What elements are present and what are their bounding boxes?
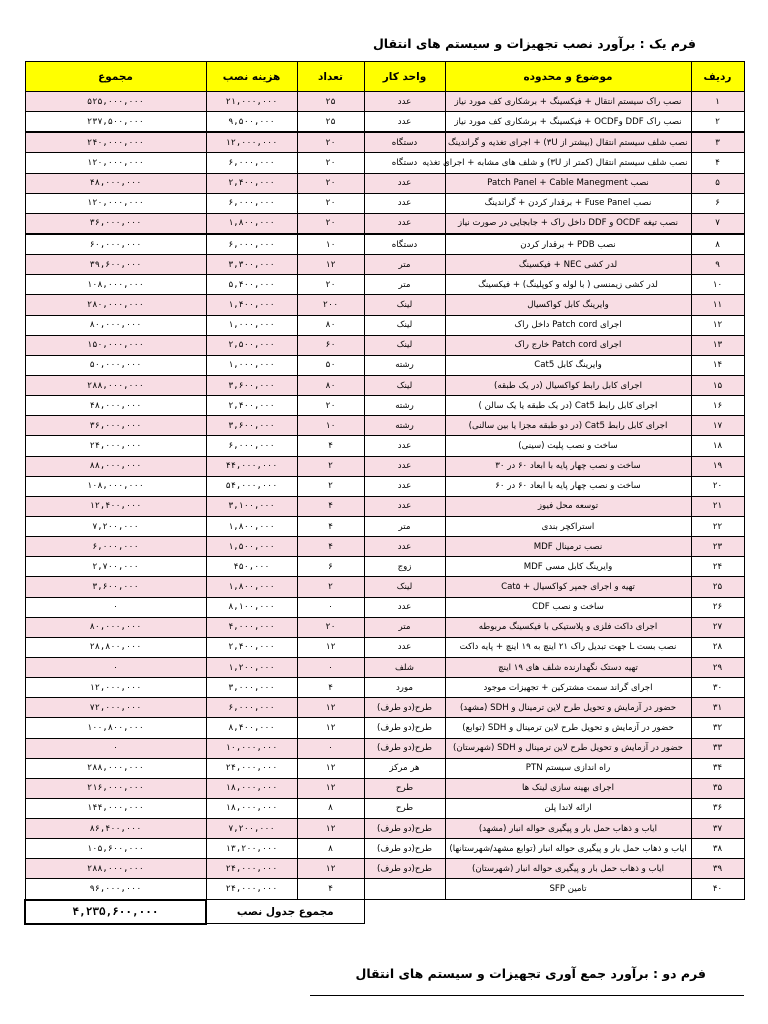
row-unit: متر	[364, 516, 445, 536]
row-quantity: ۵۰	[297, 355, 364, 375]
row-description: ساخت و نصب چهار پایه با ابعاد ۶۰ در ۳۰	[445, 456, 691, 476]
table-row	[25, 132, 744, 153]
row-quantity: ۰	[297, 597, 364, 617]
row-total: ۸۸,۰۰۰,۰۰۰	[25, 456, 206, 476]
row-total: ۲۸,۸۰۰,۰۰۰	[25, 637, 206, 657]
row-install-cost: ۲۴,۰۰۰,۰۰۰	[206, 859, 297, 879]
form1-title: فرم یک : برآورد نصب تجهیزات و سیستم های انتقال	[372, 36, 696, 51]
row-number: ۹	[691, 255, 744, 275]
row-install-cost: ۴,۰۰۰,۰۰۰	[206, 617, 297, 637]
table-row	[25, 798, 744, 818]
row-unit: متر	[364, 275, 445, 295]
table-row	[25, 496, 744, 516]
row-number: ۲۷	[691, 617, 744, 637]
row-total: ۱۰۸,۰۰۰,۰۰۰	[25, 275, 206, 295]
row-total: ۴۸,۰۰۰,۰۰۰	[25, 396, 206, 416]
table-row	[25, 859, 744, 879]
row-number: ۳۳	[691, 738, 744, 758]
table-row	[25, 577, 744, 597]
row-unit: عدد	[364, 597, 445, 617]
row-unit: عدد	[364, 537, 445, 557]
row-unit: طرح(دو طرف)	[364, 839, 445, 859]
table-row	[25, 92, 744, 112]
row-install-cost: ۱,۸۰۰,۰۰۰	[206, 577, 297, 597]
table-row	[25, 718, 744, 738]
table-row	[25, 758, 744, 778]
row-number: ۸	[691, 234, 744, 255]
row-install-cost: ۱,۸۰۰,۰۰۰	[206, 516, 297, 536]
row-total: ۵۰,۰۰۰,۰۰۰	[25, 355, 206, 375]
row-unit: عدد	[364, 436, 445, 456]
table-row	[25, 416, 744, 436]
row-quantity: ۲	[297, 476, 364, 496]
row-unit: رشته	[364, 416, 445, 436]
row-install-cost: ۱,۵۰۰,۰۰۰	[206, 537, 297, 557]
row-description: توسعه محل فیوز	[445, 496, 691, 516]
row-number: ۳۷	[691, 819, 744, 839]
row-total: ۱۰۵,۶۰۰,۰۰۰	[25, 839, 206, 859]
row-install-cost: ۶,۰۰۰,۰۰۰	[206, 193, 297, 213]
row-quantity: ۰	[297, 657, 364, 677]
row-unit: لینک	[364, 335, 445, 355]
table-header-row	[25, 62, 744, 92]
row-number: ۱	[691, 92, 744, 112]
row-quantity: ۲۰	[297, 132, 364, 153]
table-row	[25, 738, 744, 758]
row-unit: عدد	[364, 637, 445, 657]
row-total: ۱۲۰,۰۰۰,۰۰۰	[25, 153, 206, 173]
row-total: ۳,۶۰۰,۰۰۰	[25, 577, 206, 597]
row-description: ایاب و ذهاب حمل بار و پیگیری حواله انبار (مشهد)	[445, 819, 691, 839]
row-quantity: ۲۰	[297, 275, 364, 295]
row-unit: عدد	[364, 496, 445, 516]
row-description: نصب Fuse Panel + برقدار کردن + گراندینگ	[445, 193, 691, 213]
row-install-cost: ۶,۰۰۰,۰۰۰	[206, 698, 297, 718]
row-total: ۲۴۰,۰۰۰,۰۰۰	[25, 132, 206, 153]
row-number: ۶	[691, 193, 744, 213]
row-quantity: ۴	[297, 496, 364, 516]
grand-total: ۴,۲۳۵,۶۰۰,۰۰۰	[25, 900, 206, 924]
table-row	[25, 597, 744, 617]
row-description: حضور در آزمایش و تحویل طرح لاین ترمینال و SDH (مشهد)	[445, 698, 691, 718]
row-install-cost: ۸,۱۰۰,۰۰۰	[206, 597, 297, 617]
row-description: اجرای بهینه سازی لینک ها	[445, 778, 691, 798]
table-row	[25, 879, 744, 900]
row-install-cost: ۹,۵۰۰,۰۰۰	[206, 112, 297, 133]
row-total: ۳۶,۰۰۰,۰۰۰	[25, 213, 206, 234]
row-number: ۳	[691, 132, 744, 153]
row-total: ۳۶,۰۰۰,۰۰۰	[25, 416, 206, 436]
row-number: ۲۸	[691, 637, 744, 657]
row-unit: طرح(دو طرف)	[364, 698, 445, 718]
row-total: ۱۲,۴۰۰,۰۰۰	[25, 496, 206, 516]
row-description: نصب بست L جهت تبدیل راک ۲۱ اینچ به ۱۹ اینچ + پایه داکت	[445, 637, 691, 657]
total-spacer	[364, 900, 744, 924]
row-unit: عدد	[364, 476, 445, 496]
header-quantity: تعداد	[297, 62, 364, 92]
row-description: نصب شلف سیستم انتقال (بیشتر از ۳U) + اجرای تغذیه و گراندینگ	[445, 132, 691, 153]
row-number: ۲۴	[691, 557, 744, 577]
row-unit: عدد	[364, 173, 445, 193]
row-number: ۲	[691, 112, 744, 133]
row-description: ارائه لاندا پلن	[445, 798, 691, 818]
row-description: تهیه و اجرای جمپر کواکسیال + Cat۵	[445, 577, 691, 597]
row-number: ۴	[691, 153, 744, 173]
total-row	[25, 900, 744, 924]
table-row	[25, 355, 744, 375]
table-row	[25, 657, 744, 677]
row-unit: طرح(دو طرف)	[364, 859, 445, 879]
row-unit: طرح(دو طرف)	[364, 738, 445, 758]
row-description: ساخت و نصب CDF	[445, 597, 691, 617]
row-description: نصب Patch Panel + Cable Manegment	[445, 173, 691, 193]
row-total: ۵۲۵,۰۰۰,۰۰۰	[25, 92, 206, 112]
row-unit: شلف	[364, 657, 445, 677]
row-total: ۸۰,۰۰۰,۰۰۰	[25, 315, 206, 335]
row-number: ۳۴	[691, 758, 744, 778]
row-description: اجرای Patch cord داخل راک	[445, 315, 691, 335]
row-description: ساخت و نصب پلیت (سینی)	[445, 436, 691, 456]
row-number: ۲۱	[691, 496, 744, 516]
row-total: ۸۰,۰۰۰,۰۰۰	[25, 617, 206, 637]
row-unit: مورد	[364, 678, 445, 698]
row-number: ۲۹	[691, 657, 744, 677]
row-quantity: ۲۵	[297, 92, 364, 112]
row-quantity: ۶	[297, 557, 364, 577]
row-number: ۱۶	[691, 396, 744, 416]
row-description: تهیه دستک نگهدارنده شلف های ۱۹ اینچ	[445, 657, 691, 677]
table-row	[25, 778, 744, 798]
row-total: ۱۰۸,۰۰۰,۰۰۰	[25, 476, 206, 496]
row-total: ۲۳۷,۵۰۰,۰۰۰	[25, 112, 206, 133]
table-row	[25, 375, 744, 395]
row-quantity: ۱۰	[297, 234, 364, 255]
row-number: ۳۹	[691, 859, 744, 879]
table-row	[25, 315, 744, 335]
row-quantity: ۲۰	[297, 213, 364, 234]
row-quantity: ۲۰	[297, 173, 364, 193]
row-description: وایرینگ کابل کواکسیال	[445, 295, 691, 315]
row-quantity: ۱۲	[297, 255, 364, 275]
table-row	[25, 335, 744, 355]
row-install-cost: ۴۴,۰۰۰,۰۰۰	[206, 456, 297, 476]
header-total: مجموع	[25, 62, 206, 92]
row-quantity: ۱۲	[297, 698, 364, 718]
row-description: نصب تیغه OCDF و DDF داخل راک + جابجایی در صورت نیاز	[445, 213, 691, 234]
row-install-cost: ۵,۴۰۰,۰۰۰	[206, 275, 297, 295]
row-description: اجرای کابل رابط Cat5 (در یک طبقه یا یک سالن )	[445, 396, 691, 416]
row-number: ۳۶	[691, 798, 744, 818]
row-quantity: ۲۰	[297, 193, 364, 213]
row-unit: زوج	[364, 557, 445, 577]
row-number: ۲۰	[691, 476, 744, 496]
row-number: ۱۲	[691, 315, 744, 335]
row-unit: عدد	[364, 193, 445, 213]
row-description: لدر کشی NEC + فیکسینگ	[445, 255, 691, 275]
table-row	[25, 193, 744, 213]
row-total: ۴۸,۰۰۰,۰۰۰	[25, 173, 206, 193]
row-number: ۲۳	[691, 537, 744, 557]
row-total: ۱۰۰,۸۰۰,۰۰۰	[25, 718, 206, 738]
row-quantity: ۴	[297, 537, 364, 557]
row-number: ۷	[691, 213, 744, 234]
table-row	[25, 557, 744, 577]
row-install-cost: ۶,۰۰۰,۰۰۰	[206, 436, 297, 456]
row-number: ۱۵	[691, 375, 744, 395]
row-description: استراکچر بندی	[445, 516, 691, 536]
row-install-cost: ۱,۲۰۰,۰۰۰	[206, 657, 297, 677]
table-row	[25, 436, 744, 456]
row-quantity: ۴	[297, 678, 364, 698]
row-description: نصب شلف سیستم انتقال (کمتر از ۳U) و شلف های مشابه + اجرای تغذیه	[445, 153, 691, 173]
row-description: ایاب و ذهاب حمل بار و پیگیری حواله انبار (شهرستان)	[445, 859, 691, 879]
row-number: ۳۵	[691, 778, 744, 798]
row-unit: لینک	[364, 315, 445, 335]
row-install-cost: ۱۸,۰۰۰,۰۰۰	[206, 798, 297, 818]
row-quantity: ۲۵	[297, 112, 364, 133]
row-install-cost: ۶,۰۰۰,۰۰۰	[206, 234, 297, 255]
table-row	[25, 173, 744, 193]
row-install-cost: ۳,۰۰۰,۰۰۰	[206, 678, 297, 698]
row-total: ۱۲,۰۰۰,۰۰۰	[25, 678, 206, 698]
row-install-cost: ۳,۶۰۰,۰۰۰	[206, 416, 297, 436]
table-row	[25, 396, 744, 416]
row-description: ایاب و ذهاب حمل بار و پیگیری حواله انبار (توابع مشهد/شهرستانها)	[445, 839, 691, 859]
row-number: ۳۰	[691, 678, 744, 698]
row-quantity: ۱۰	[297, 416, 364, 436]
row-quantity: ۸	[297, 839, 364, 859]
row-total: ۷۲,۰۰۰,۰۰۰	[25, 698, 206, 718]
row-install-cost: ۲۴,۰۰۰,۰۰۰	[206, 758, 297, 778]
form2-divider	[310, 995, 744, 996]
row-unit: طرح	[364, 798, 445, 818]
row-number: ۱۰	[691, 275, 744, 295]
row-total: ۰	[25, 657, 206, 677]
table-row	[25, 678, 744, 698]
table-row	[25, 153, 744, 173]
row-install-cost: ۱,۴۰۰,۰۰۰	[206, 295, 297, 315]
row-quantity: ۸۰	[297, 315, 364, 335]
table-row	[25, 255, 744, 275]
row-install-cost: ۶,۰۰۰,۰۰۰	[206, 153, 297, 173]
row-description: حضور در آزمایش و تحویل طرح لاین ترمینال و SDH (شهرستان)	[445, 738, 691, 758]
row-total: ۲,۷۰۰,۰۰۰	[25, 557, 206, 577]
table-row	[25, 819, 744, 839]
row-install-cost: ۲۱,۰۰۰,۰۰۰	[206, 92, 297, 112]
row-unit: عدد	[364, 92, 445, 112]
row-install-cost: ۸,۴۰۰,۰۰۰	[206, 718, 297, 738]
row-total: ۷,۲۰۰,۰۰۰	[25, 516, 206, 536]
row-quantity: ۱۲	[297, 859, 364, 879]
row-description: ساخت و نصب چهار پایه با ابعاد ۶۰ در ۶۰	[445, 476, 691, 496]
row-total: ۰	[25, 738, 206, 758]
row-description: نصب ترمینال MDF	[445, 537, 691, 557]
row-number: ۱۷	[691, 416, 744, 436]
table-row	[25, 839, 744, 859]
row-description: وایرینگ کابل Cat5	[445, 355, 691, 375]
row-quantity: ۱۲	[297, 778, 364, 798]
table-row	[25, 537, 744, 557]
row-description: اجرای کابل رابط کواکسیال (در یک طبقه)	[445, 375, 691, 395]
table-row	[25, 295, 744, 315]
row-install-cost: ۲,۴۰۰,۰۰۰	[206, 173, 297, 193]
row-install-cost: ۲,۴۰۰,۰۰۰	[206, 637, 297, 657]
row-unit: متر	[364, 617, 445, 637]
row-quantity: ۴	[297, 879, 364, 900]
row-description: حضور در آزمایش و تحویل طرح لاین ترمینال و SDH (توابع)	[445, 718, 691, 738]
row-total: ۰	[25, 597, 206, 617]
row-number: ۱۱	[691, 295, 744, 315]
row-unit: دستگاه	[364, 153, 445, 173]
row-install-cost: ۱۲,۰۰۰,۰۰۰	[206, 132, 297, 153]
row-unit: عدد	[364, 112, 445, 133]
row-install-cost: ۳,۳۰۰,۰۰۰	[206, 255, 297, 275]
row-description: راه اندازی سیستم PTN	[445, 758, 691, 778]
row-unit: رشته	[364, 396, 445, 416]
row-quantity: ۸	[297, 798, 364, 818]
row-description: نصب راک سیستم انتقال + فیکسینگ + برشکاری کف مورد نیاز	[445, 92, 691, 112]
table-row	[25, 234, 744, 255]
row-quantity: ۸۰	[297, 375, 364, 395]
row-number: ۵	[691, 173, 744, 193]
row-total: ۲۴,۰۰۰,۰۰۰	[25, 436, 206, 456]
row-unit: طرح	[364, 778, 445, 798]
row-total: ۲۸۰,۰۰۰,۰۰۰	[25, 295, 206, 315]
row-unit: عدد	[364, 456, 445, 476]
row-total: ۲۸۸,۰۰۰,۰۰۰	[25, 375, 206, 395]
row-unit: دستگاه	[364, 132, 445, 153]
row-install-cost: ۱,۸۰۰,۰۰۰	[206, 213, 297, 234]
row-number: ۳۸	[691, 839, 744, 859]
row-quantity: ۲۰	[297, 396, 364, 416]
row-total: ۲۱۶,۰۰۰,۰۰۰	[25, 778, 206, 798]
row-total: ۶۰,۰۰۰,۰۰۰	[25, 234, 206, 255]
row-unit: عدد	[364, 213, 445, 234]
row-quantity: ۱۲	[297, 819, 364, 839]
row-number: ۲۶	[691, 597, 744, 617]
row-total: ۱۴۴,۰۰۰,۰۰۰	[25, 798, 206, 818]
row-total: ۹۶,۰۰۰,۰۰۰	[25, 879, 206, 900]
row-number: ۱۹	[691, 456, 744, 476]
row-quantity: ۲۰	[297, 617, 364, 637]
row-install-cost: ۱۰,۰۰۰,۰۰۰	[206, 738, 297, 758]
row-unit: لینک	[364, 577, 445, 597]
row-number: ۲۵	[691, 577, 744, 597]
row-description: نصب PDB + برقدار کردن	[445, 234, 691, 255]
row-description: تامین SFP	[445, 879, 691, 900]
table-row	[25, 112, 744, 133]
row-unit: لینک	[364, 375, 445, 395]
row-quantity: ۲۰۰	[297, 295, 364, 315]
header-row-number: ردیف	[691, 62, 744, 92]
row-quantity: ۶۰	[297, 335, 364, 355]
row-number: ۲۲	[691, 516, 744, 536]
row-quantity: ۲۰	[297, 153, 364, 173]
row-install-cost: ۴۵۰,۰۰۰	[206, 557, 297, 577]
row-install-cost: ۲,۴۰۰,۰۰۰	[206, 396, 297, 416]
row-install-cost: ۱۳,۲۰۰,۰۰۰	[206, 839, 297, 859]
row-quantity: ۲	[297, 456, 364, 476]
row-unit: رشته	[364, 355, 445, 375]
row-unit: دستگاه	[364, 234, 445, 255]
row-total: ۳۹,۶۰۰,۰۰۰	[25, 255, 206, 275]
row-total: ۱۵۰,۰۰۰,۰۰۰	[25, 335, 206, 355]
row-quantity: ۱۲	[297, 758, 364, 778]
row-unit: طرح(دو طرف)	[364, 718, 445, 738]
row-number: ۱۸	[691, 436, 744, 456]
row-description: وایرینگ کابل مسی MDF	[445, 557, 691, 577]
row-install-cost: ۱,۰۰۰,۰۰۰	[206, 315, 297, 335]
row-number: ۱۳	[691, 335, 744, 355]
row-quantity: ۰	[297, 738, 364, 758]
table-row	[25, 637, 744, 657]
row-description: اجرای کابل رابط Cat5 (در دو طبقه مجزا یا بین سالنی)	[445, 416, 691, 436]
table-row	[25, 476, 744, 496]
row-number: ۳۱	[691, 698, 744, 718]
row-description: اجرای Patch cord خارج راک	[445, 335, 691, 355]
row-total: ۶,۰۰۰,۰۰۰	[25, 537, 206, 557]
row-quantity: ۱۲	[297, 718, 364, 738]
row-total: ۲۸۸,۰۰۰,۰۰۰	[25, 758, 206, 778]
form2-title: فرم دو : برآورد جمع آوری تجهیزات و سیستم های انتقال	[355, 966, 706, 981]
table-row	[25, 698, 744, 718]
table-row	[25, 516, 744, 536]
row-number: ۴۰	[691, 879, 744, 900]
row-install-cost: ۳,۶۰۰,۰۰۰	[206, 375, 297, 395]
row-total: ۲۸۸,۰۰۰,۰۰۰	[25, 859, 206, 879]
row-description: اجرای گراند سمت مشترکین + تجهیزات موجود	[445, 678, 691, 698]
table-row	[25, 617, 744, 637]
row-install-cost: ۱,۰۰۰,۰۰۰	[206, 355, 297, 375]
row-install-cost: ۵۴,۰۰۰,۰۰۰	[206, 476, 297, 496]
row-unit: هر مرکز	[364, 758, 445, 778]
header-description: موضوع و محدوده	[445, 62, 691, 92]
total-label: مجموع جدول نصب	[206, 900, 364, 924]
row-quantity: ۲	[297, 577, 364, 597]
row-number: ۳۲	[691, 718, 744, 738]
row-install-cost: ۷,۲۰۰,۰۰۰	[206, 819, 297, 839]
row-install-cost: ۲۴,۰۰۰,۰۰۰	[206, 879, 297, 900]
row-quantity: ۴	[297, 436, 364, 456]
row-total: ۱۲۰,۰۰۰,۰۰۰	[25, 193, 206, 213]
row-unit: متر	[364, 255, 445, 275]
row-install-cost: ۳,۱۰۰,۰۰۰	[206, 496, 297, 516]
row-number: ۱۴	[691, 355, 744, 375]
row-install-cost: ۲,۵۰۰,۰۰۰	[206, 335, 297, 355]
table-row	[25, 213, 744, 234]
row-install-cost: ۱۸,۰۰۰,۰۰۰	[206, 778, 297, 798]
row-unit	[364, 879, 445, 900]
header-unit: واحد کار	[364, 62, 445, 92]
row-description: نصب راک DDF وOCDF + فیکسینگ + برشکاری کف مورد نیاز	[445, 112, 691, 133]
row-quantity: ۱۲	[297, 637, 364, 657]
row-unit: لینک	[364, 295, 445, 315]
row-quantity: ۴	[297, 516, 364, 536]
header-install-cost: هزینه نصب	[206, 62, 297, 92]
table-row	[25, 275, 744, 295]
row-unit: طرح(دو طرف)	[364, 819, 445, 839]
row-total: ۸۶,۴۰۰,۰۰۰	[25, 819, 206, 839]
install-estimate-table	[24, 61, 745, 925]
table-row	[25, 456, 744, 476]
row-description: لدر کشی زیمنسی ( با لوله و کوپلینگ) + فیکسینگ	[445, 275, 691, 295]
table-body	[25, 92, 744, 900]
row-description: اجرای داکت فلزی و پلاستیکی با فیکسینگ مربوطه	[445, 617, 691, 637]
